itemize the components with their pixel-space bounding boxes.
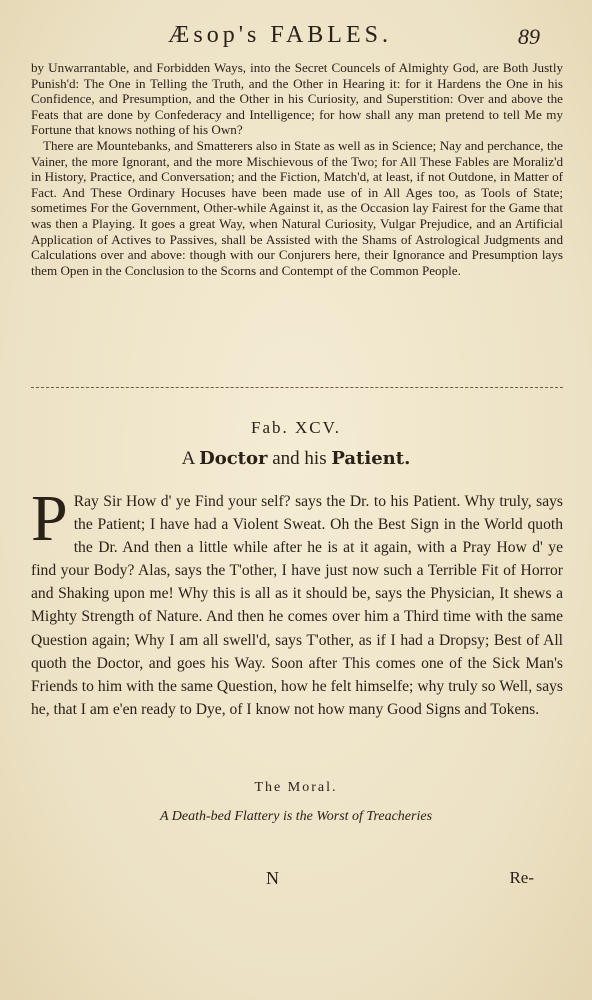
fable-text — [31, 482, 563, 721]
commentary-text — [31, 60, 563, 278]
section-divider — [31, 387, 563, 388]
paragraph-continued: by Unwarrantable, and Forbidden Ways, into the Secret Councels of Almighty God, are Both Justly Punish'd: The One in Telling the Truth, and the Other in Hearing it: for it Hardens the One in his Confidence, and Presumption, and the Other in his Curiosity, and Superstition: Over and above the Feats that are done by Confederacy and Intelligence; for how shall any man pretend to tell Me my Fortune that knows nothing of his Own? — [31, 60, 563, 138]
fable-paragraph: Ray Sir How d' ye Find your self? says the Dr. to his Patient. Why truly, says the Patient; I have had a Violent Sweat. Oh the Best Sign in the World quoth the Dr. And then a little while after he is at it again, with a Pray How d' ye find your Body? Alas, says the T'other, I have just now such a Terrible Fit of Horror and Shaking upon me! Why this is all as it should be, says the Physician, It shews a Mighty Strength of Nature. And then he comes over him a Third time with the same Question again; Why I am all swell'd, says T'other, as if I had a Dropsy; Best of All quoth the Doctor, and goes his Way. Soon after This comes one of the Sick Man's Friends to him with the same Question, how he felt himselfe; why truly so Well, says he, that I am e'en ready to Dye, of I know not how many Good Signs and Tokens. — [31, 493, 563, 718]
signature-mark: N — [266, 868, 279, 888]
fable-number: Fab. XCV. — [251, 418, 341, 437]
running-title: Æsop's FABLES. — [168, 22, 392, 48]
running-head — [0, 22, 592, 52]
drop-cap: P — [31, 482, 68, 555]
moral-heading: The Moral. — [254, 780, 338, 795]
title-connector: and his — [272, 448, 327, 469]
moral-text: A Death-bed Flattery is the Worst of Treacheries — [159, 809, 433, 824]
paragraph-mountebanks: There are Mountebanks, and Smatterers also in State as well as in Science; Nay and perchance, the Vainer, the more Ignorant, and the more Mischievous of the Two; for All These Fables are Moraliz'd in History, Practice, and Conversation; and the Fiction, Match'd, at least, if not Outdone, in Matter of Fact. And These Ordinary Hocuses have been made use of in All Ages too, as Tools of State; sometimes For the Government, Other-while Against it, as the Occasion lay Fairest for the Game that was then a Playing. It goes a great Way, when Natural Curiosity, Vulgar Prejudice, and an Artificial Application of Actives to Passives, shall be Assisted with the Shams of Astrological Judgments and Calculations over and above: though with our Conjurers here, their Ignorance and Presumption lays them Open in the Conclusion to the Scorns and Contempt of the Common People. — [31, 137, 563, 278]
fable-title — [0, 448, 592, 470]
title-doctor: Doctor — [199, 448, 268, 469]
title-patient: Patient. — [331, 448, 411, 469]
page-number: 89 — [518, 24, 540, 49]
catchword: Re- — [509, 868, 534, 887]
title-article: A — [181, 448, 195, 469]
